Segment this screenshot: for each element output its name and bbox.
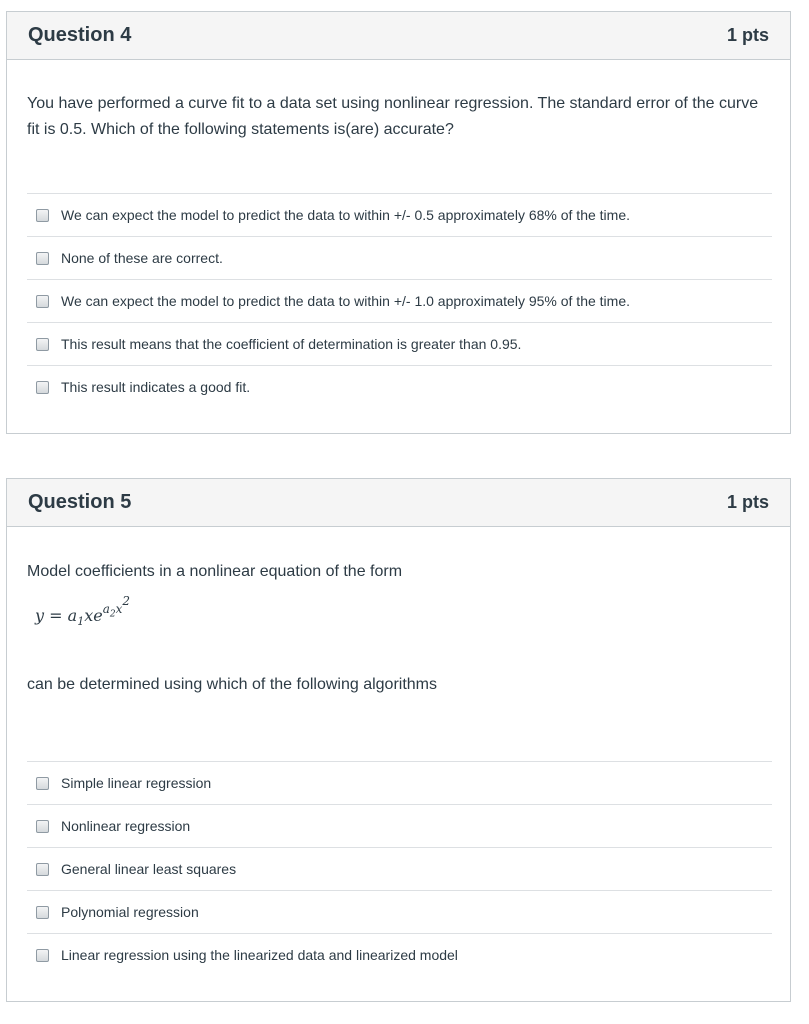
- question-5-card: [6, 478, 791, 1002]
- exp-x: x: [115, 602, 123, 616]
- equation-equals: =: [49, 606, 63, 625]
- answer-option[interactable]: [27, 933, 772, 976]
- answer-option[interactable]: [27, 193, 772, 236]
- answer-option[interactable]: [27, 804, 772, 847]
- question-header: [7, 479, 790, 527]
- equation-exponent: [102, 594, 130, 620]
- checkbox[interactable]: [36, 209, 49, 222]
- equation-a: a: [67, 606, 78, 625]
- question-points: 1 pts: [726, 492, 769, 512]
- question-4-card: [6, 11, 791, 434]
- equation-x: x: [84, 606, 94, 625]
- answer-option[interactable]: [27, 761, 772, 804]
- exp-a: a: [102, 602, 110, 616]
- checkbox[interactable]: [36, 820, 49, 833]
- checkbox[interactable]: [36, 295, 49, 308]
- answer-label: We can expect the model to predict the data to within +/- 1.0 approximately 95% of the time.: [61, 293, 630, 309]
- checkbox[interactable]: [36, 381, 49, 394]
- question-text-after: can be determined using which of the following algorithms: [27, 676, 438, 693]
- answer-option[interactable]: [27, 847, 772, 890]
- answer-list: [27, 193, 772, 408]
- equation: [35, 594, 130, 629]
- answer-label: General linear least squares: [61, 861, 237, 877]
- equation-sub: 1: [77, 615, 85, 629]
- question-header: [7, 12, 790, 60]
- question-title: Question 5: [28, 491, 132, 513]
- exp-sub: 2: [109, 609, 116, 620]
- answer-option[interactable]: [27, 890, 772, 933]
- checkbox[interactable]: [36, 906, 49, 919]
- answer-option[interactable]: [27, 279, 772, 322]
- checkbox[interactable]: [36, 338, 49, 351]
- answer-label: Polynomial regression: [61, 904, 199, 920]
- question-points: 1 pts: [726, 25, 769, 45]
- answer-label: Nonlinear regression: [61, 818, 191, 834]
- answer-label: None of these are correct.: [61, 250, 223, 266]
- answer-label: Simple linear regression: [61, 775, 212, 791]
- checkbox[interactable]: [36, 777, 49, 790]
- checkbox[interactable]: [36, 252, 49, 265]
- equation-lhs: y: [35, 606, 45, 625]
- answer-list: [27, 761, 772, 976]
- equation-e: e: [93, 606, 103, 625]
- exp-pow: 2: [122, 594, 130, 608]
- question-text: Model coefficients in a nonlinear equation of the form: [27, 563, 403, 580]
- checkbox[interactable]: [36, 863, 49, 876]
- answer-option[interactable]: [27, 322, 772, 365]
- answer-label: This result means that the coefficient of determination is greater than 0.95.: [61, 336, 522, 352]
- question-title: Question 4: [28, 24, 132, 46]
- answer-label: This result indicates a good fit.: [61, 379, 251, 395]
- answer-label: We can expect the model to predict the data to within +/- 0.5 approximately 68% of the time.: [61, 207, 630, 223]
- question-text: You have performed a curve fit to a data set using nonlinear regression. The standard error of the curve fit is 0.5. Which of the following statements is(are) accurate?: [27, 95, 759, 138]
- answer-option[interactable]: [27, 236, 772, 279]
- answer-option[interactable]: [27, 365, 772, 408]
- checkbox[interactable]: [36, 949, 49, 962]
- answer-label: Linear regression using the linearized data and linearized model: [61, 947, 458, 963]
